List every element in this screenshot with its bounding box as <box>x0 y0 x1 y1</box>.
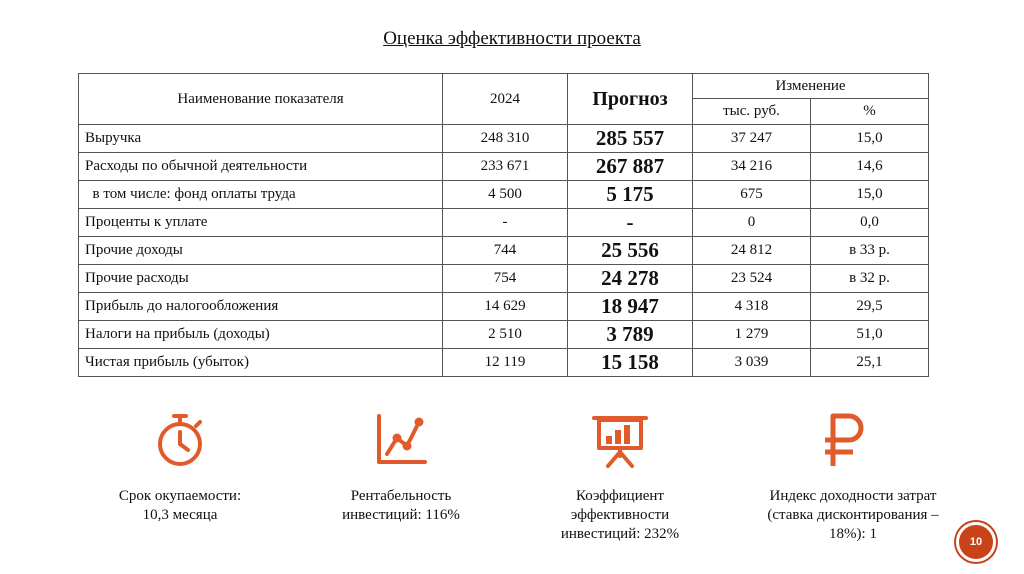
row-abs: 4 318 <box>693 293 811 321</box>
row-forecast: 24 278 <box>568 265 693 293</box>
row-forecast: 3 789 <box>568 321 693 349</box>
table-row <box>79 209 929 237</box>
row-forecast: 25 556 <box>568 237 693 265</box>
header-year: 2024 <box>443 74 568 125</box>
header-change-pct: % <box>811 99 929 125</box>
header-change-abs: тыс. руб. <box>693 99 811 125</box>
header-change: Изменение <box>693 74 929 99</box>
row-name: в том числе: фонд оплаты труда <box>79 181 443 209</box>
row-forecast: 18 947 <box>568 293 693 321</box>
row-pct: 25,1 <box>811 349 929 377</box>
row-name: Налоги на прибыль (доходы) <box>79 321 443 349</box>
row-pct: в 33 р. <box>811 237 929 265</box>
row-year: - <box>443 209 568 237</box>
row-abs: 675 <box>693 181 811 209</box>
stopwatch-icon <box>150 410 210 470</box>
row-forecast: 5 175 <box>568 181 693 209</box>
row-name: Выручка <box>79 125 443 153</box>
row-year: 754 <box>443 265 568 293</box>
row-abs: 3 039 <box>693 349 811 377</box>
row-year: 233 671 <box>443 153 568 181</box>
row-name: Прочие расходы <box>79 265 443 293</box>
row-year: 14 629 <box>443 293 568 321</box>
row-pct: 0,0 <box>811 209 929 237</box>
row-pct: 15,0 <box>811 125 929 153</box>
line-chart-icon <box>371 410 431 470</box>
efficiency-table <box>78 73 929 377</box>
row-forecast: 15 158 <box>568 349 693 377</box>
row-forecast: - <box>568 209 693 237</box>
row-pct: в 32 р. <box>811 265 929 293</box>
row-year: 12 119 <box>443 349 568 377</box>
row-abs: 34 216 <box>693 153 811 181</box>
table-row <box>79 237 929 265</box>
table-row <box>79 349 929 377</box>
metric-return: Рентабельность инвестиций: 116% <box>342 488 460 523</box>
row-forecast: 285 557 <box>568 125 693 153</box>
row-year: 2 510 <box>443 321 568 349</box>
metric-payback: Срок окупаемости: 10,3 месяца <box>118 488 242 523</box>
metric-profitability-index: Индекс доходности затрат (ставка дисконтирования – 18%): 1 <box>767 488 939 542</box>
row-name: Проценты к уплате <box>79 209 443 237</box>
table-row <box>79 125 929 153</box>
row-abs: 24 812 <box>693 237 811 265</box>
table-row <box>79 181 929 209</box>
row-name: Чистая прибыль (убыток) <box>79 349 443 377</box>
row-year: 744 <box>443 237 568 265</box>
table-row <box>79 265 929 293</box>
row-pct: 51,0 <box>811 321 929 349</box>
row-abs: 23 524 <box>693 265 811 293</box>
page-title: Оценка эффективности проекта <box>383 28 641 49</box>
ruble-icon <box>815 410 875 470</box>
presentation-board-icon <box>590 410 650 470</box>
row-name: Прибыль до налогообложения <box>79 293 443 321</box>
header-forecast: Прогноз <box>568 74 693 125</box>
row-forecast: 267 887 <box>568 153 693 181</box>
header-name: Наименование показателя <box>79 74 443 125</box>
row-year: 248 310 <box>443 125 568 153</box>
row-abs: 0 <box>693 209 811 237</box>
row-name: Расходы по обычной деятельности <box>79 153 443 181</box>
table-row <box>79 293 929 321</box>
row-pct: 15,0 <box>811 181 929 209</box>
row-pct: 29,5 <box>811 293 929 321</box>
row-abs: 37 247 <box>693 125 811 153</box>
row-year: 4 500 <box>443 181 568 209</box>
page-number-badge: 10 <box>956 522 996 562</box>
table-row <box>79 153 929 181</box>
table-row <box>79 321 929 349</box>
row-name: Прочие доходы <box>79 237 443 265</box>
row-pct: 14,6 <box>811 153 929 181</box>
row-abs: 1 279 <box>693 321 811 349</box>
metric-efficiency: Коэффициент эффективности инвестиций: 232% <box>560 488 680 542</box>
